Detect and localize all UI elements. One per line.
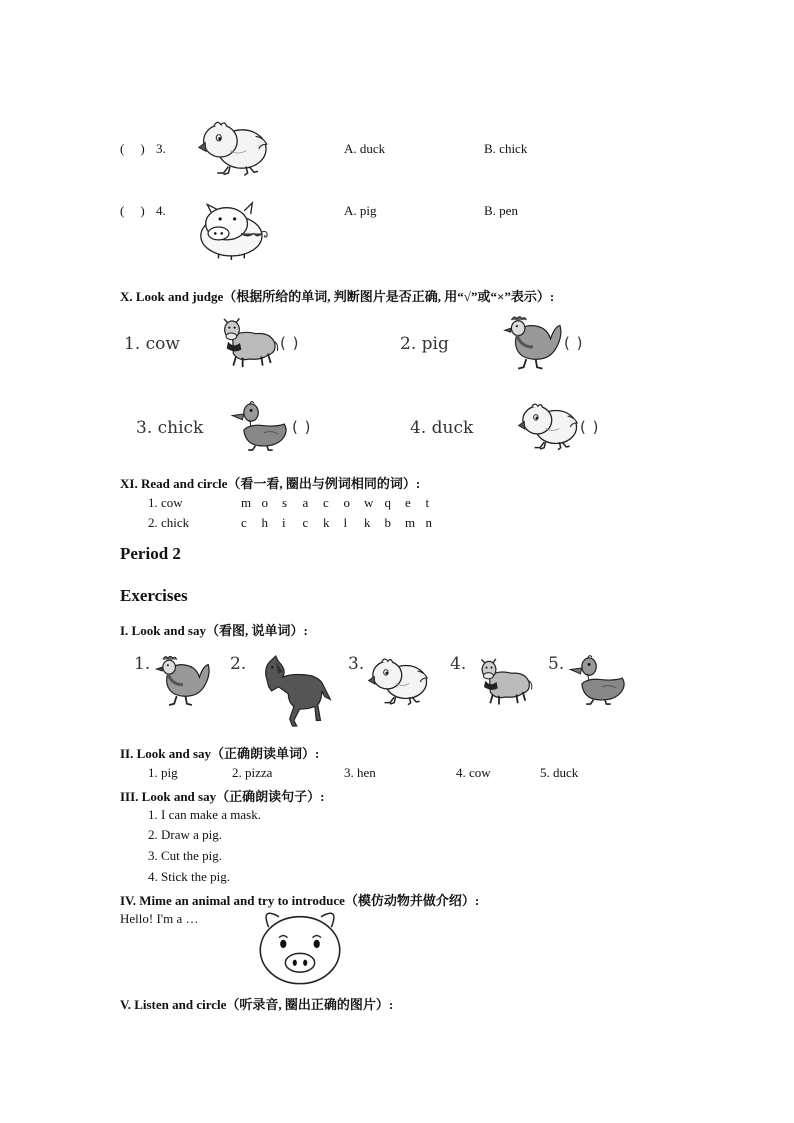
letter[interactable]: o — [261, 495, 268, 510]
judge-item-1-box[interactable]: ( ) — [280, 334, 300, 352]
section-iii-title: III. Look and say（正确朗读句子）: — [120, 789, 325, 804]
period-heading: Period 2 — [120, 544, 181, 563]
letter[interactable]: m — [405, 515, 416, 530]
judge-item-2-box[interactable]: ( ) — [564, 334, 584, 352]
word-5: 5. duck — [540, 765, 579, 780]
q3-option-b[interactable]: B. chick — [484, 141, 528, 156]
duck-image-2 — [566, 652, 628, 710]
letter[interactable]: c — [302, 515, 309, 530]
letter[interactable]: m — [241, 495, 252, 510]
pig-image — [196, 196, 270, 266]
section-v-title: V. Listen and circle（听录音, 圈出正确的图片）: — [120, 997, 394, 1012]
sentence-2: 2. Draw a pig. — [148, 827, 223, 842]
intro-text: Hello! I'm a … — [120, 911, 199, 926]
section-i-title: I. Look and say（看图, 说单词）: — [120, 623, 308, 638]
letter[interactable]: i — [282, 515, 286, 530]
letter[interactable]: c — [323, 495, 329, 510]
duck-image — [228, 398, 290, 456]
word-1: 1. pig — [148, 765, 178, 780]
q4-paren-open: ( — [120, 203, 125, 218]
letter[interactable]: b — [384, 515, 391, 530]
q3-paren-open: ( — [120, 141, 125, 156]
letter[interactable]: l — [343, 515, 348, 530]
circle-row-1-word: 1. cow — [148, 495, 183, 510]
section-xi-title: XI. Read and circle（看一看, 圈出与例词相同的词）: — [120, 476, 421, 491]
judge-item-4-label: 4. duck — [410, 418, 474, 438]
section-ii-title: II. Look and say（正确朗读单词）: — [120, 746, 320, 761]
pig-face-image — [254, 906, 346, 986]
q3-option-a[interactable]: A. duck — [344, 141, 386, 156]
look-num-5: 5. — [548, 654, 565, 674]
exercises-heading: Exercises — [120, 586, 188, 605]
hen-image-2 — [154, 650, 212, 712]
q3-paren-close: ) — [140, 141, 145, 156]
horse-image — [248, 656, 330, 726]
q4-paren[interactable] — [120, 203, 145, 219]
letter[interactable]: n — [425, 515, 432, 530]
look-num-1: 1. — [134, 654, 151, 674]
sentence-1: 1. I can make a mask. — [148, 807, 261, 822]
letter[interactable]: c — [241, 515, 247, 530]
judge-item-2-label: 2. pig — [400, 334, 449, 354]
q4-option-a[interactable]: A. pig — [344, 203, 377, 218]
q3-number: 3. — [156, 141, 166, 156]
hen-image — [502, 312, 564, 374]
cow-image-2 — [474, 652, 534, 712]
look-num-4: 4. — [450, 654, 467, 674]
q4-option-b[interactable]: B. pen — [484, 203, 518, 218]
judge-item-3-label: 3. chick — [136, 418, 204, 438]
judge-item-4-box[interactable]: ( ) — [580, 418, 600, 436]
look-num-2: 2. — [230, 654, 247, 674]
section-iv-title: IV. Mime an animal and try to introduce（模仿动物并做介绍）: — [120, 893, 480, 908]
section-x-title: X. Look and judge（根据所给的单词, 判断图片是否正确, 用“√”或“×”表示）: — [120, 289, 555, 304]
cow-image — [216, 312, 280, 374]
circle-row-2-letters — [241, 515, 434, 531]
judge-item-1-label: 1. cow — [124, 334, 180, 354]
letter[interactable]: a — [302, 495, 309, 510]
look-num-3: 3. — [348, 654, 365, 674]
letter[interactable]: s — [282, 495, 288, 510]
sentence-4: 4. Stick the pig. — [148, 869, 230, 884]
word-4: 4. cow — [456, 765, 491, 780]
chick-image-3 — [368, 654, 430, 710]
circle-row-1-letters — [241, 495, 434, 511]
letter[interactable]: q — [384, 495, 391, 510]
chick-image — [198, 118, 270, 180]
judge-item-3-box[interactable]: ( ) — [292, 418, 312, 436]
q4-number: 4. — [156, 203, 166, 218]
circle-row-2-word: 2. chick — [148, 515, 190, 530]
letter[interactable]: t — [425, 495, 430, 510]
letter[interactable]: k — [364, 515, 371, 530]
letter[interactable]: o — [343, 495, 350, 510]
chick-image-2 — [518, 398, 580, 456]
letter[interactable]: k — [323, 515, 330, 530]
letter[interactable]: w — [364, 495, 374, 510]
letter[interactable]: e — [405, 495, 411, 510]
letter[interactable]: h — [261, 515, 268, 530]
q4-paren-close: ) — [140, 203, 145, 218]
word-3: 3. hen — [344, 765, 376, 780]
sentence-3: 3. Cut the pig. — [148, 848, 223, 863]
word-2: 2. pizza — [232, 765, 273, 780]
q3-paren[interactable] — [120, 141, 145, 157]
